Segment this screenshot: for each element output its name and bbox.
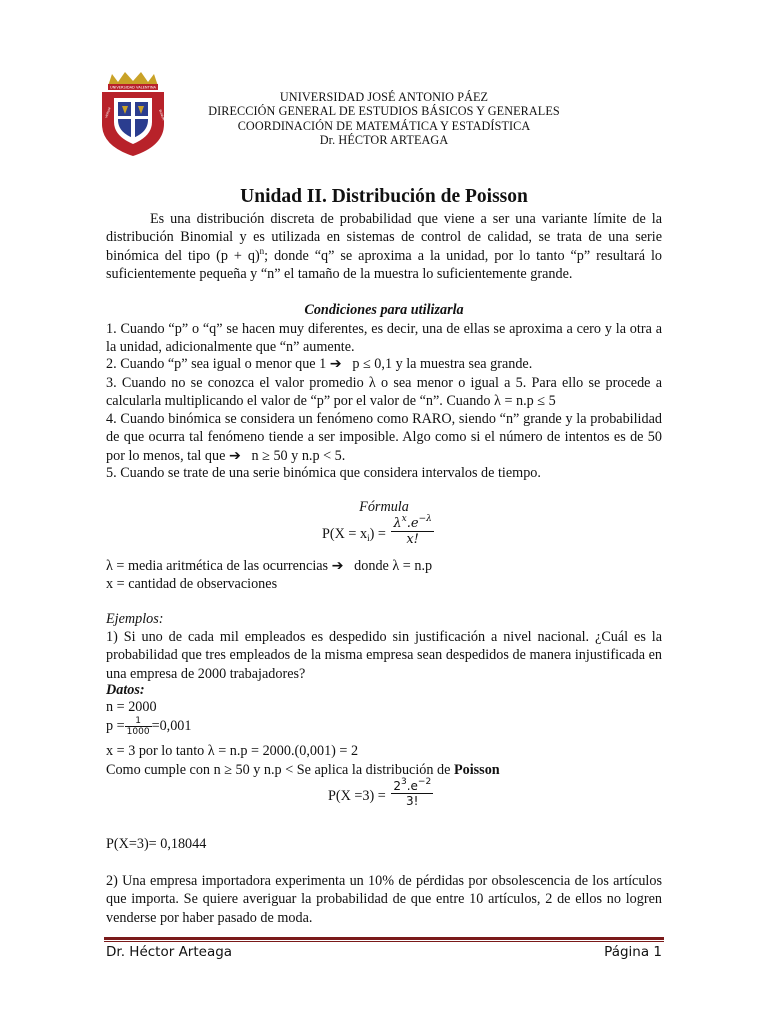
conditions-heading: Condiciones para utilizarla [304, 302, 464, 318]
condition-5: 5. Cuando se trate de una serie binómica que considera intervalos de tiempo. [106, 465, 541, 481]
condition-4-inequality: n ≥ 50 y n.p < 5. [251, 447, 346, 464]
intro-text-a: Es una distribución discreta de probabilidad que viene a ser una variante límite de la distribución Binomial y es utilizada en sistemas de control de calidad, se trata de una serie binómica del tipo (p + q) [106, 211, 662, 264]
formula-lhs-b: ) = [369, 526, 386, 542]
intro-paragraph [106, 210, 662, 283]
svg-text:BONUM: BONUM [158, 108, 166, 122]
cumple-line [106, 762, 662, 779]
example-2-statement: 2) Una empresa importadora experimenta un 10% de pérdidas por obsolescencia de los artículos que importa. Se quiere averiguar la probabilidad de que entre 10 artículos, 2 de ellos no logren venderse por haber pasado de moda. [106, 873, 662, 926]
p-fraction: $\frac{1}{1000}$ [126, 716, 150, 737]
formula-lhs-sub: i [367, 533, 370, 543]
formula-lhs-a: P(X = x [322, 526, 368, 542]
datos-p-lhs: p = [106, 717, 125, 734]
datos-heading: Datos: [106, 682, 145, 698]
formula-heading: Fórmula [359, 499, 409, 515]
lambda-def-np: donde λ = n.p [354, 558, 433, 574]
formula-fraction [391, 516, 433, 547]
poisson-formula [322, 516, 522, 547]
datos-p-rhs: =0,001 [151, 717, 192, 734]
example-1-statement: 1) Si uno de cada mil empleados es despedido sin justificación a nivel nacional. ¿Cuál es la probabilidad que tres empleados de la misma empresa sean despedidos de manera injustificada en una empresa de 2000 trabajadores? [106, 629, 662, 682]
example-1-formula [328, 779, 528, 808]
lambda-definition [106, 558, 662, 575]
formula-numerator: $\lambda^x.e^{-\lambda}$ [393, 514, 432, 531]
condition-3: 3. Cuando no se conozca el valor promedio λ o sea menor o igual a 5. Para ello se procede a calcularla multiplicando el valor de “p” por el valor de “n”. Cuando λ = n.p ≤ 5 [106, 375, 662, 410]
datos-p [106, 716, 662, 737]
condition-4 [106, 410, 662, 465]
intro-exponent: n [259, 245, 265, 256]
examples-heading: Ejemplos: [106, 611, 164, 627]
svg-text:VERUM: VERUM [104, 106, 112, 119]
condition-4-text: 4. Cuando binómica se considera un fenómeno como RARO, siendo “n” grande y la probabilidad de que ocurra tal fenómeno tiende a ser imposible. Algo como si el número de intentos es de 50 por lo menos, tal que [106, 411, 662, 464]
footer-page-number: Página 1 [604, 944, 662, 960]
condition-2-text: 2. Cuando “p” sea igual o menor que 1 [106, 356, 327, 372]
example-formula-lhs: P(X =3) = [328, 788, 386, 804]
page-title: Unidad II. Distribución de Poisson [240, 186, 528, 207]
cumple-poisson: Poisson [453, 762, 500, 778]
condition-2-inequality: p ≤ 0,1 y la muestra sea grande. [352, 356, 533, 372]
header-university: UNIVERSIDAD JOSÉ ANTONIO PÁEZ [279, 90, 489, 104]
logo-banner-text: UNIVERSIDAD VALENTINA [109, 85, 157, 90]
footer-rule [104, 937, 664, 940]
footer-author: Dr. Héctor Arteaga [106, 944, 233, 960]
example-formula-fraction [391, 779, 433, 808]
arrow-icon: ➔ [331, 558, 344, 574]
header-author: Dr. HÉCTOR ARTEAGA [319, 133, 449, 148]
lambda-def-text: λ = media aritmética de las ocurrencias [106, 558, 329, 574]
footer-rule-thin [104, 941, 664, 942]
example-formula-numerator: $2^3.e^{-2}$ [393, 777, 432, 793]
example-1-result: P(X=3)= 0,18044 [106, 836, 207, 852]
condition-1: 1. Cuando “p” o “q” se hacen muy diferentes, es decir, una de ellas se aproxima a cero y la otra a la unidad, adicionalmente que “n” aumente. [106, 321, 662, 356]
x-definition: x = cantidad de observaciones [106, 576, 278, 592]
university-crest-logo [98, 72, 168, 158]
arrow-icon: ➔ [329, 356, 342, 372]
condition-2 [106, 356, 662, 373]
institution-header [180, 90, 588, 148]
arrow-icon: ➔ [228, 447, 241, 464]
datos-n: n = 2000 [106, 699, 157, 715]
formula-denominator: x! [406, 532, 419, 547]
cumple-text: Como cumple con n ≥ 50 y n.p < Se aplica la distribución de [106, 762, 451, 778]
datos-x: x = 3 por lo tanto λ = n.p = 2000.(0,001) = 2 [106, 743, 359, 759]
header-direction: DIRECCIÓN GENERAL DE ESTUDIOS BÁSICOS Y GENERALES [208, 104, 560, 119]
example-formula-denominator: 3! [406, 794, 419, 808]
header-coordination: COORDINACIÓN DE MATEMÁTICA Y ESTADÍSTICA [237, 118, 531, 133]
intro-text-b: ; donde “q” se aproxima a la unidad, por lo tanto “p” resultará lo suficientemente pequeña y “n” el tamaño de la muestra lo suficientemente grande. [106, 247, 662, 282]
